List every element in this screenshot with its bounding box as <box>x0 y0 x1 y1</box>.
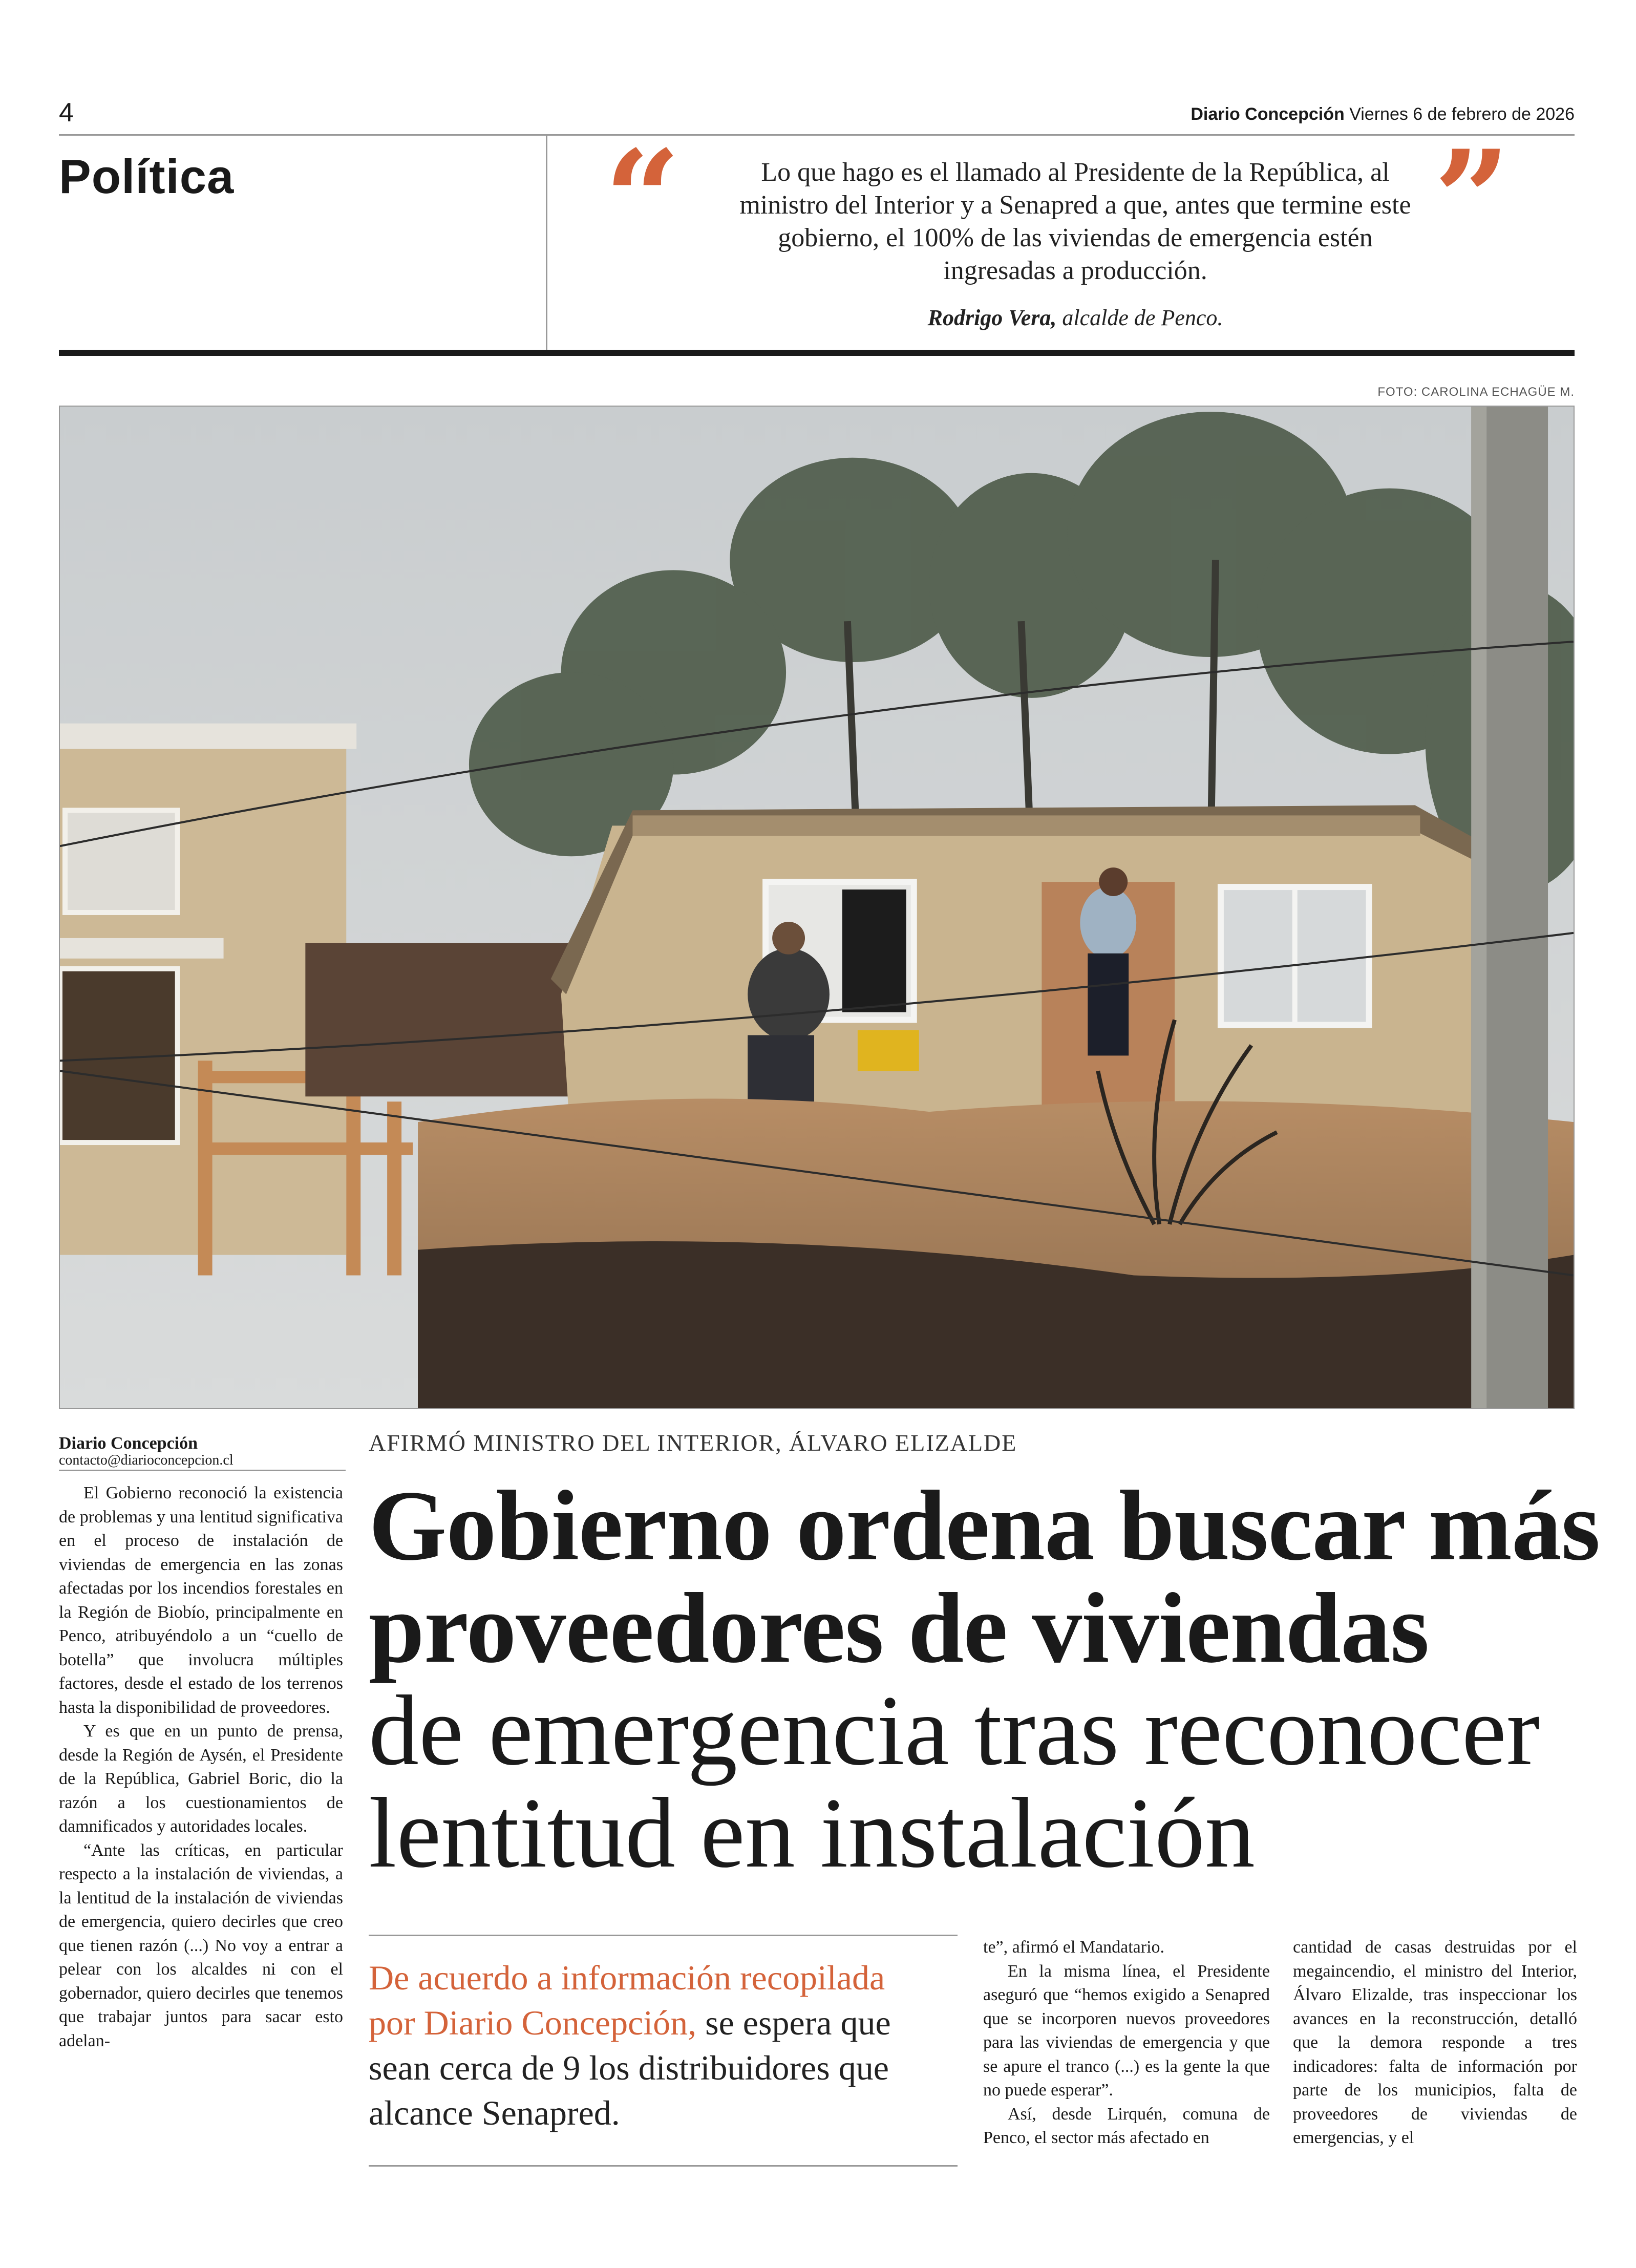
headline-line-3: de emergencia tras reconocer <box>369 1675 1540 1786</box>
header-divider <box>546 136 547 351</box>
pull-quote-attribution <box>727 304 1423 332</box>
quote-author-role: alcalde de Penco. <box>1062 305 1223 330</box>
quote-author: Rodrigo Vera, <box>927 305 1057 330</box>
header-rule <box>59 134 1575 136</box>
body-paragraph: Y es que en un punto de prensa, desde la Región de Aysén, el Presidente de la República, Gabriel Boric, dio la razón a los cuestionamientos de damnificados y autoridades locales. <box>59 1722 343 1836</box>
byline-name: Diario Concepción <box>59 1434 198 1453</box>
body-column-1 <box>59 1481 343 2053</box>
body-column-3 <box>983 1936 1270 2150</box>
deck-text: se espera que sean cerca de 9 los distribuidores que alcance Senapred. <box>369 2003 891 2132</box>
byline-email: contacto@diarioconcepcion.cl <box>59 1452 233 1468</box>
byline-rule <box>59 1470 346 1471</box>
header-thick-rule <box>59 350 1575 356</box>
close-quote-mark: ” <box>1434 121 1511 278</box>
body-paragraph: “Ante las críticas, en particular respecto a la instalación de viviendas, a la lentitud de la instalación de viviendas de emergencia, quiero decirles que creo que tienen razón (...) No voy a entrar a pelear con los alcaldes ni con el gobernador, quiero decirles que tenemos que trabajar juntos para sacar esto adelan- <box>59 1840 343 2050</box>
pull-quote-text: Lo que hago es el llamado al Presidente de la República, al ministro del Interior y a Senapred a que, antes que termine este gobierno, el 100% de las viviendas de emergencia estén ingresadas a producción. <box>739 158 1411 285</box>
body-paragraph: Así, desde Lirquén, comuna de Penco, el sector más afectado en <box>983 2104 1270 2147</box>
body-paragraph: El Gobierno reconoció la existencia de problemas y una lentitud significativa en el proceso de instalación de viviendas de emergencia en las zonas afectadas por los incendios forestales en la Región de Biobío, principalmente en Penco, atribuyéndolo a un “cuello de botella” que involucra múltiples factores, desde el estado de los terrenos hasta la disponibilidad de proveedores. <box>59 1483 343 1717</box>
article-deck <box>369 1955 937 2135</box>
issue-date: Viernes 6 de febrero de 2026 <box>1349 104 1575 124</box>
lead-photo <box>59 406 1575 1409</box>
deck-accent: De acuerdo a información recopilada por Diario Concepción, <box>369 1958 885 2042</box>
deck-rule-bottom <box>369 2165 958 2167</box>
headline-line-2: proveedores de viviendas <box>369 1573 1429 1684</box>
photo-credit: FOTO: CAROLINA ECHAGÜE M. <box>1377 385 1575 399</box>
body-paragraph: En la misma línea, el Presidente aseguró que “hemos exigido a Senapred que se incorporen nuevos proveedores para las viviendas de emergencia y que se apure el tranco (...) es la gente la que no puede esperar”. <box>983 1961 1270 2100</box>
body-paragraph: cantidad de casas destruidas por el megaincendio, el ministro del Interior, Álvaro Elizalde, tras inspeccionar los avances en la reconstrucción, detalló que la demora responde a tres indicadores: falta de información por parte de los municipios, falta de proveedores de viviendas de emergencias, y el <box>1293 1938 1577 2147</box>
open-quote-mark: “ <box>604 121 681 278</box>
article-kicker: AFIRMÓ MINISTRO DEL INTERIOR, ÁLVARO ELIZALDE <box>369 1430 1017 1456</box>
deck-rule-top <box>369 1935 958 1936</box>
body-paragraph: te”, afirmó el Mandatario. <box>983 1938 1165 1957</box>
section-title: Política <box>59 150 235 203</box>
headline-line-1: Gobierno ordena buscar más <box>369 1470 1600 1581</box>
photo-illustration <box>60 407 1574 1408</box>
page-number: 4 <box>59 98 74 128</box>
masthead-date <box>1191 104 1575 124</box>
publication-name: Diario Concepción <box>1191 104 1345 124</box>
headline-line-4: lentitud en instalación <box>369 1777 1255 1889</box>
body-column-4 <box>1293 1936 1577 2150</box>
